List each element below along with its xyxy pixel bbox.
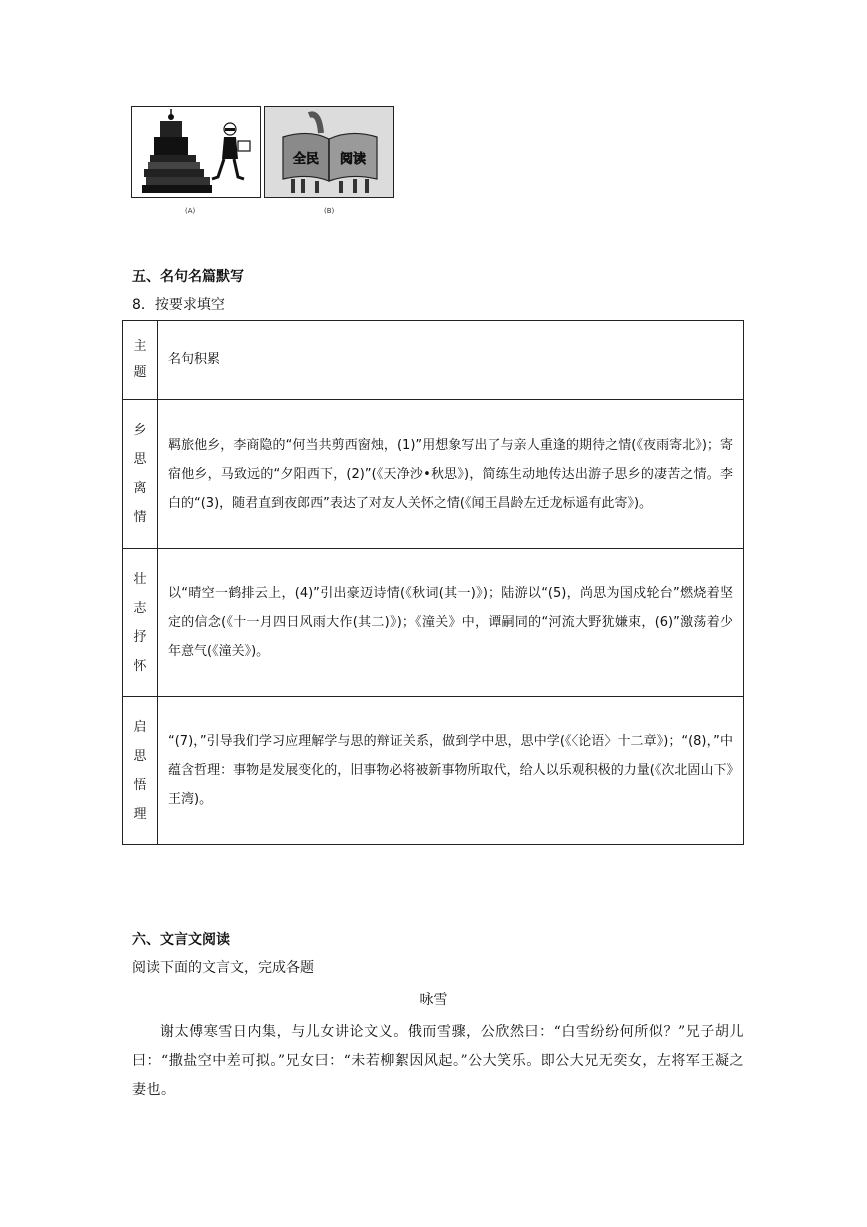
national-reading-book-illustration [265,107,394,198]
table-row [123,400,744,549]
reading-cartoon-figure [131,106,399,220]
question-eight-prompt: 8．按要求填空 [132,297,225,313]
header-theme-text: 主题 [133,339,147,380]
cartoon-panel-a [131,106,261,198]
cartoon-panel-b [264,106,394,198]
row-theme-text: 启思悟理 [133,719,147,822]
essay-body: 谢太傅寒雪日内集，与儿女讲论文义。俄而雪骤，公欣然曰：“白雪纷纷何所似？”兄子胡儿曰：“撒盐空中差可拟。”兄女曰：“未若柳絮因风起。”公大笑乐。即公大兄无奕女，左将军王凝之妻也。 [132,1024,744,1098]
section-six-heading: 六、文言文阅读 [132,932,230,948]
famous-lines-table [122,320,744,845]
book-left-text: 全民 [292,152,320,167]
table-row [123,549,744,697]
reading-instruction: 阅读下面的文言文，完成各题 [132,960,314,976]
row-theme-cell [123,549,158,697]
row-content-cell: “(7)，”引导我们学习应理解学与思的辩证关系，做到学中思，思中学(《〈论语〉十二章》)；“(8)，”中蕴含哲理：事物是发展变化的，旧事物必将被新事物所取代，给人以乐观积极的力量(《次北固山下》王湾)。 [158,697,744,845]
header-content-cell: 名句积累 [158,321,744,400]
row-theme-cell [123,400,158,549]
books-and-tablet-illustration [132,107,261,198]
row-theme-text: 乡思离情 [133,423,147,525]
row-content-cell: 羁旅他乡，李商隐的“何当共剪西窗烛，(1)”用想象写出了与亲人重逢的期待之情(《夜雨寄北》)；寄宿他乡，马致远的“夕阳西下，(2)”(《天净沙•秋思》)，简练生动地传达出游子思乡的凄苦之情。李白的“(3)，随君直到夜郎西”表达了对友人关怀之情(《闻王昌龄左迁龙标遥有此寄》)。 [158,400,744,549]
book-right-text: 阅读 [339,152,367,167]
panel-a-caption: (A) [185,207,196,215]
row-content-cell: 以“晴空一鹤排云上，(4)”引出豪迈诗情(《秋词(其一)》)；陆游以“(5)，尚思为国戍轮台”燃烧着坚定的信念(《十一月四日风雨大作(其二)》)；《潼关》中，谭嗣同的“河流大野犹嫌束，(6)”激荡着少年意气(《潼关》)。 [158,549,744,697]
row-theme-text: 壮志抒怀 [133,571,147,674]
section-five-heading: 五、名句名篇默写 [132,269,244,285]
table-header-row [123,321,744,400]
panel-b-caption: (B) [324,207,335,215]
essay-title: 咏雪 [419,992,448,1008]
table-row [123,697,744,845]
row-theme-cell [123,697,158,845]
header-theme-cell [123,321,158,400]
